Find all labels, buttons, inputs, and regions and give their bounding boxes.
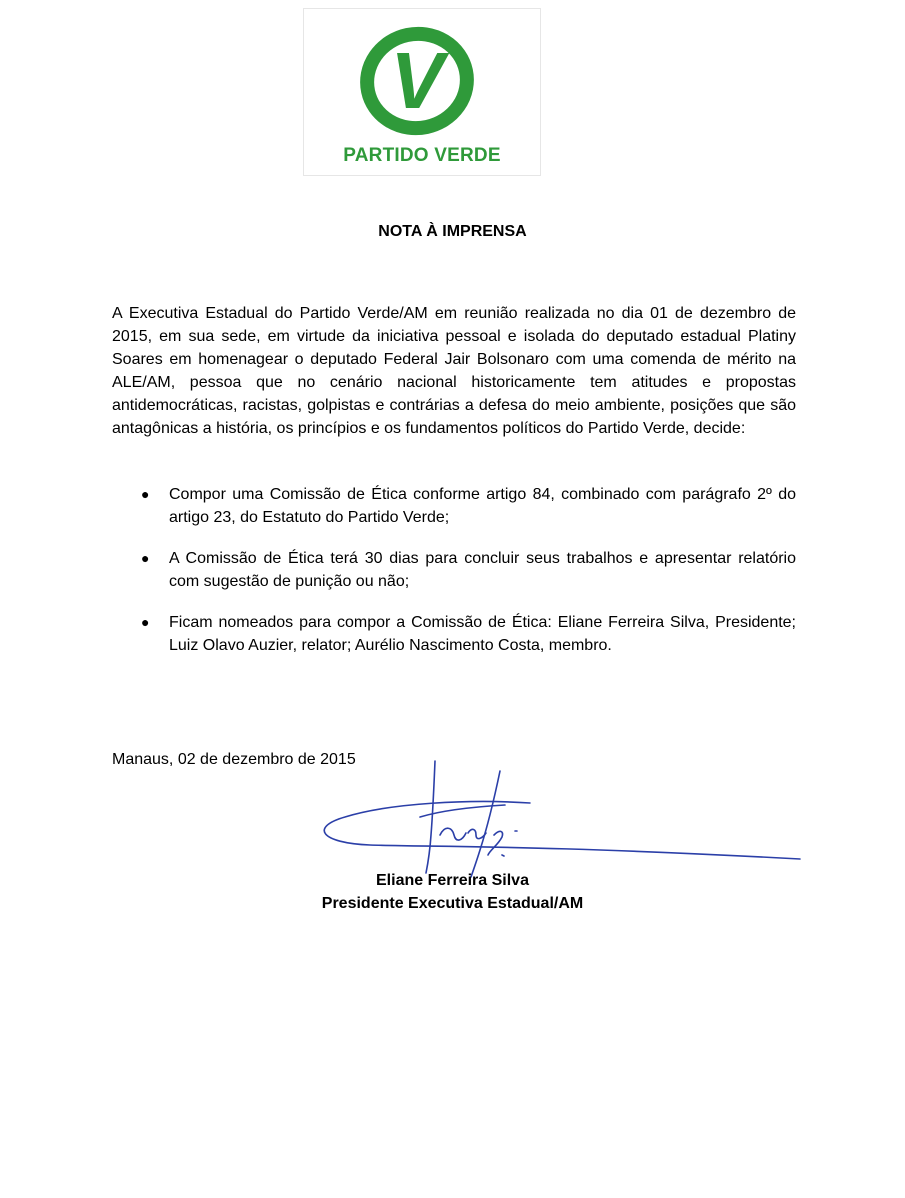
list-item: [112, 483, 796, 529]
list-item-text: A Comissão de Ética terá 30 dias para concluir seus trabalhos e apresentar relatório com sugestão de punição ou não;: [169, 550, 796, 590]
logo-letter: V: [390, 36, 444, 125]
handwritten-signature: [240, 755, 820, 885]
list-item: [112, 611, 796, 657]
logo-text: PARTIDO VERDE: [343, 145, 501, 166]
decision-list: [112, 483, 796, 675]
v-circle-logo-icon: [359, 21, 479, 141]
party-logo: [303, 8, 541, 176]
document-title: NOTA À IMPRENSA: [378, 223, 527, 240]
signer-role: Presidente Executiva Estadual/AM: [321, 895, 584, 912]
body-paragraph: A Executiva Estadual do Partido Verde/AM em reunião realizada no dia 01 de dezembro de 2015, em sua sede, em virtude da iniciativa pessoal e isolada do deputado estadual Platiny Soares em homenagear o deputado Federal Jair Bolsonaro com uma comenda de mérito na ALE/AM, pessoa que no cenário nacional historicamente tem atitudes e propostas antidemocráticas, racistas, golpistas e contrárias a defesa do meio ambiente, posições que são antagônicas a história, os princípios e os fundamentos políticos do Partido Verde, decide:: [112, 305, 796, 437]
bullet-icon: ●: [141, 614, 150, 630]
bullet-icon: ●: [141, 486, 150, 502]
place-date: Manaus, 02 de dezembro de 2015: [112, 751, 356, 768]
bullet-icon: ●: [141, 550, 150, 566]
list-item-text: Ficam nomeados para compor a Comissão de Ética: Eliane Ferreira Silva, Presidente; Luiz Olavo Auzier, relator; Aurélio Nascimento Costa, membro.: [169, 614, 796, 654]
signer-name: Eliane Ferreira Silva: [376, 872, 529, 889]
list-item: [112, 547, 796, 593]
list-item-text: Compor uma Comissão de Ética conforme artigo 84, combinado com parágrafo 2º do artigo 23, do Estatuto do Partido Verde;: [169, 486, 796, 526]
